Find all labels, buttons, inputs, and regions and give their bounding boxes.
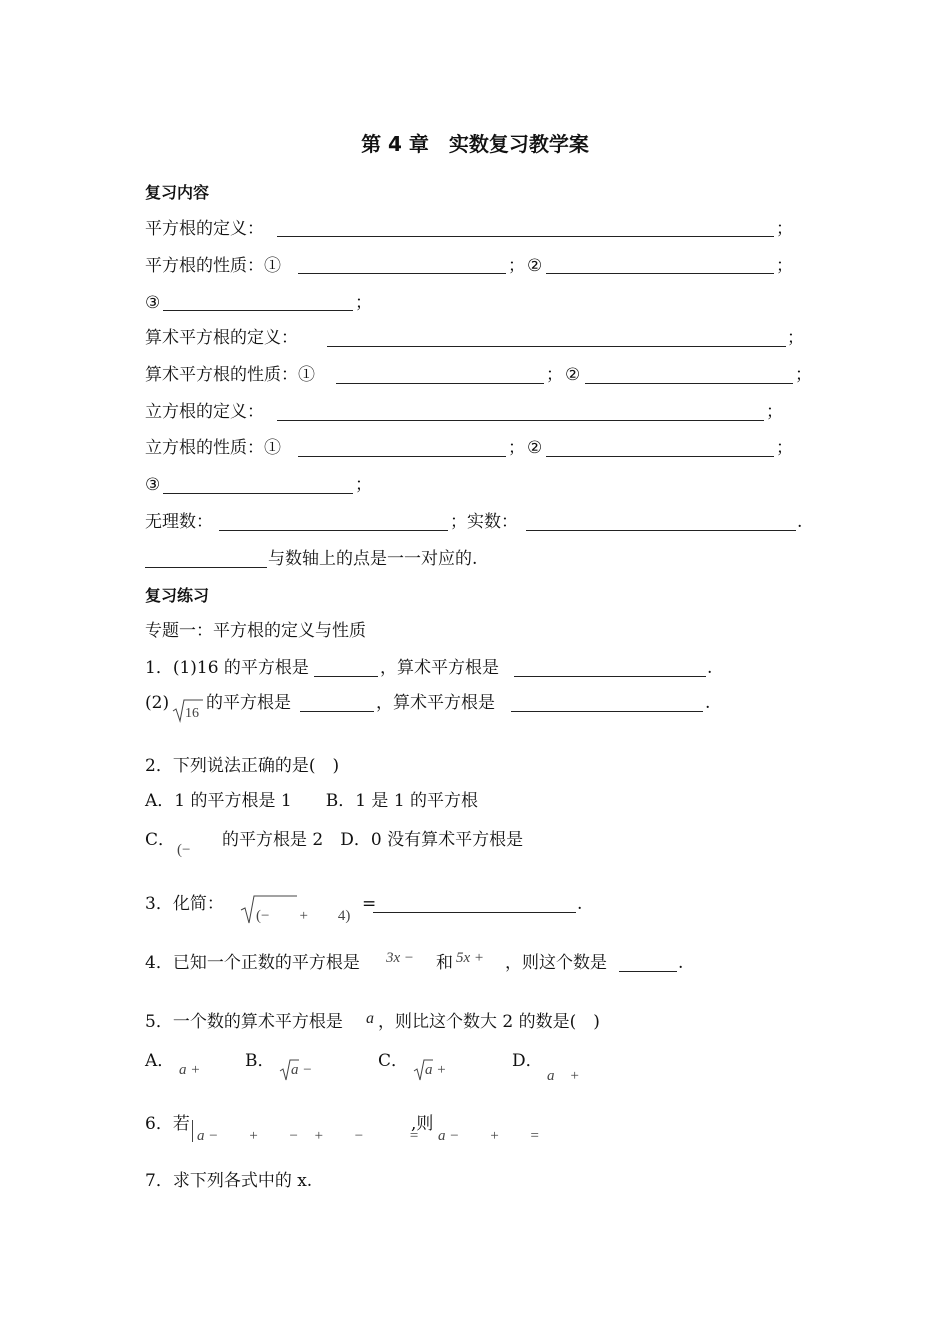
math-expression: a + xyxy=(179,1062,201,1078)
math-expression: (− xyxy=(177,842,191,858)
q3-label: 3．化简： xyxy=(145,894,224,914)
semicolon: ； xyxy=(508,438,525,458)
blank-line[interactable] xyxy=(585,383,793,384)
math-expression: a − xyxy=(291,1062,313,1078)
semicolon: ； xyxy=(546,365,563,385)
blank-line[interactable] xyxy=(526,530,796,531)
q7-stem: 7．求下列各式中的 x. xyxy=(145,1171,313,1191)
semicolon: ； xyxy=(776,219,793,239)
answer-blank[interactable] xyxy=(514,676,706,677)
radicand: 16 xyxy=(185,706,199,721)
semicolon: ； xyxy=(355,475,372,495)
math-expression: a + xyxy=(425,1062,447,1078)
equals-sign: = xyxy=(362,894,377,914)
answer-blank[interactable] xyxy=(300,711,374,712)
math-expression: a − + − + − = xyxy=(197,1128,419,1144)
period: . xyxy=(678,953,684,973)
semicolon: ； xyxy=(787,328,804,348)
arith-sqrt-definition-label: 算术平方根的定义： xyxy=(145,328,298,348)
math-expression: 3x − xyxy=(386,950,415,966)
blank-line[interactable] xyxy=(277,420,764,421)
circled-three: ③ xyxy=(145,475,161,495)
blank-line[interactable] xyxy=(145,567,267,568)
q5-option-b-label: B． xyxy=(245,1051,275,1071)
q6-text: ,则 xyxy=(411,1114,434,1134)
answer-blank[interactable] xyxy=(619,971,677,972)
topic-one-heading: 专题一：平方根的定义与性质 xyxy=(145,621,366,641)
math-expression: a − + = xyxy=(438,1128,540,1144)
q4-text: 4．已知一个正数的平方根是 xyxy=(145,953,360,973)
blank-line[interactable] xyxy=(163,310,353,311)
period: . xyxy=(577,894,583,914)
period: . xyxy=(705,693,711,713)
math-expression: (− + 4) xyxy=(256,908,351,924)
q5-text: ，则比这个数大 2 的数是( ) xyxy=(378,1012,600,1032)
correspondence-text: 与数轴上的点是一一对应的. xyxy=(268,549,478,569)
circled-three: ③ xyxy=(145,293,161,313)
blank-line[interactable] xyxy=(336,383,544,384)
blank-line[interactable] xyxy=(298,456,506,457)
answer-blank[interactable] xyxy=(511,711,703,712)
period: . xyxy=(707,658,713,678)
blank-line[interactable] xyxy=(327,346,786,347)
cube-root-property-label: 立方根的性质：① xyxy=(145,438,281,458)
q1-part2-text: ，算术平方根是 xyxy=(376,693,495,713)
q1-part2-label: (2) xyxy=(145,693,170,713)
real-number-label: ；实数： xyxy=(450,512,518,532)
sqrt-property-label: 平方根的性质：① xyxy=(145,256,281,276)
blank-line[interactable] xyxy=(546,273,774,274)
q2-option-c-label: C． xyxy=(145,830,176,850)
semicolon: ； xyxy=(776,438,793,458)
q1-part2-text: 的平方根是 xyxy=(206,693,291,713)
q2-options-ab: A．1 的平方根是 1 B．1 是 1 的平方根 xyxy=(145,791,479,811)
q5-option-a-label: A． xyxy=(145,1051,175,1071)
q2-stem: 2．下列说法正确的是( ) xyxy=(145,756,340,776)
q2-options-cd: 的平方根是 2 D．0 没有算术平方根是 xyxy=(222,830,524,850)
circled-two: ② xyxy=(527,438,543,458)
q1-part1-text: ，算术平方根是 xyxy=(380,658,499,678)
section-heading-review: 复习内容 xyxy=(145,183,210,202)
cube-root-definition-label: 立方根的定义： xyxy=(145,402,264,422)
q5-text: 5．一个数的算术平方根是 xyxy=(145,1012,343,1032)
math-expression: a + xyxy=(547,1068,580,1084)
arith-sqrt-property-label: 算术平方根的性质：① xyxy=(145,365,315,385)
sqrt-definition-label: 平方根的定义： xyxy=(145,219,264,239)
q4-text: 和 xyxy=(436,953,453,973)
math-expression: 5x + xyxy=(456,950,485,966)
blank-line[interactable] xyxy=(163,493,353,494)
math-variable: a xyxy=(366,1010,374,1027)
circled-two: ② xyxy=(565,365,581,385)
absolute-value-bar xyxy=(192,1120,193,1142)
semicolon: ； xyxy=(766,402,783,422)
blank-line[interactable] xyxy=(298,273,506,274)
answer-blank[interactable] xyxy=(373,912,576,913)
blank-line[interactable] xyxy=(219,530,448,531)
blank-line[interactable] xyxy=(277,236,774,237)
q1-part1-text: 1．(1)16 的平方根是 xyxy=(145,658,309,678)
q5-option-c-label: C． xyxy=(378,1051,409,1071)
semicolon: ； xyxy=(508,256,525,276)
page-title: 第 4 章 实数复习教学案 xyxy=(361,132,589,156)
q5-option-d-label: D． xyxy=(512,1051,543,1071)
irrational-label: 无理数： xyxy=(145,512,213,532)
q6-text: 6．若 xyxy=(145,1114,190,1134)
circled-two: ② xyxy=(527,256,543,276)
answer-blank[interactable] xyxy=(314,676,378,677)
semicolon: ； xyxy=(355,293,372,313)
semicolon: ； xyxy=(776,256,793,276)
section-heading-practice: 复习练习 xyxy=(145,586,210,605)
q4-text: ，则这个数是 xyxy=(505,953,607,973)
period: . xyxy=(797,512,803,532)
blank-line[interactable] xyxy=(546,456,774,457)
semicolon: ； xyxy=(795,365,812,385)
